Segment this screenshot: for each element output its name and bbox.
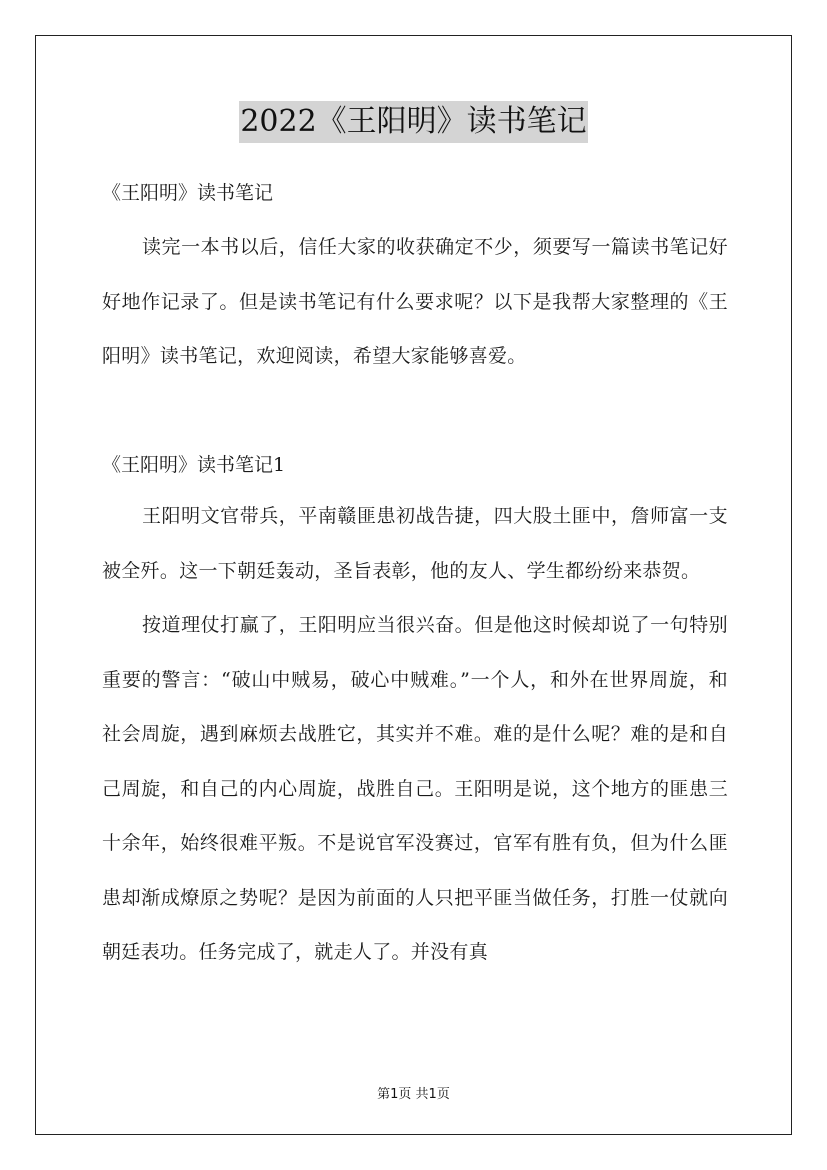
- body-paragraph-1: 王阳明文官带兵，平南赣匪患初战告捷，四大股土匪中，詹师富一支被全歼。这一下朝廷轰动，圣旨表彰，他的友人、学生都纷纷来恭贺。: [102, 505, 728, 582]
- title-wrapper: [0, 101, 827, 143]
- intro-paragraph: 读完一本书以后，信任大家的收获确定不少，须要写一篇读书笔记好好地作记录了。但是读书笔记有什么要求呢？以下是我帮大家整理的《王阳明》读书笔记，欢迎阅读，希望大家能够喜爱。: [102, 236, 728, 367]
- document-subtitle: 《王阳明》读书笔记: [102, 182, 274, 204]
- intro-block: [102, 220, 728, 384]
- section-heading: 《王阳明》读书笔记1: [102, 454, 286, 476]
- page-footer: 第1页 共1页: [377, 1087, 450, 1102]
- body-paragraph-2: 按道理仗打赢了，王阳明应当很兴奋。但是他这时候却说了一句特别重要的警言：“破山中贼易，破心中贼难。”一个人，和外在世界周旋，和社会周旋，遇到麻烦去战胜它，其实并不难。难的是什么呢？难的是和自己周旋，和自己的内心周旋，战胜自己。王阳明是说，这个地方的匪患三十余年，始终很难平叛。不是说官军没赛过，官军有胜有负，但为什么匪患却渐成燎原之势呢？是因为前面的人只把平匪当做任务，打胜一仗就向朝廷表功。任务完成了，就走人了。并没有真: [102, 614, 728, 963]
- document-title: 2022《王阳明》读书笔记: [239, 101, 587, 143]
- section1-block: [102, 489, 728, 980]
